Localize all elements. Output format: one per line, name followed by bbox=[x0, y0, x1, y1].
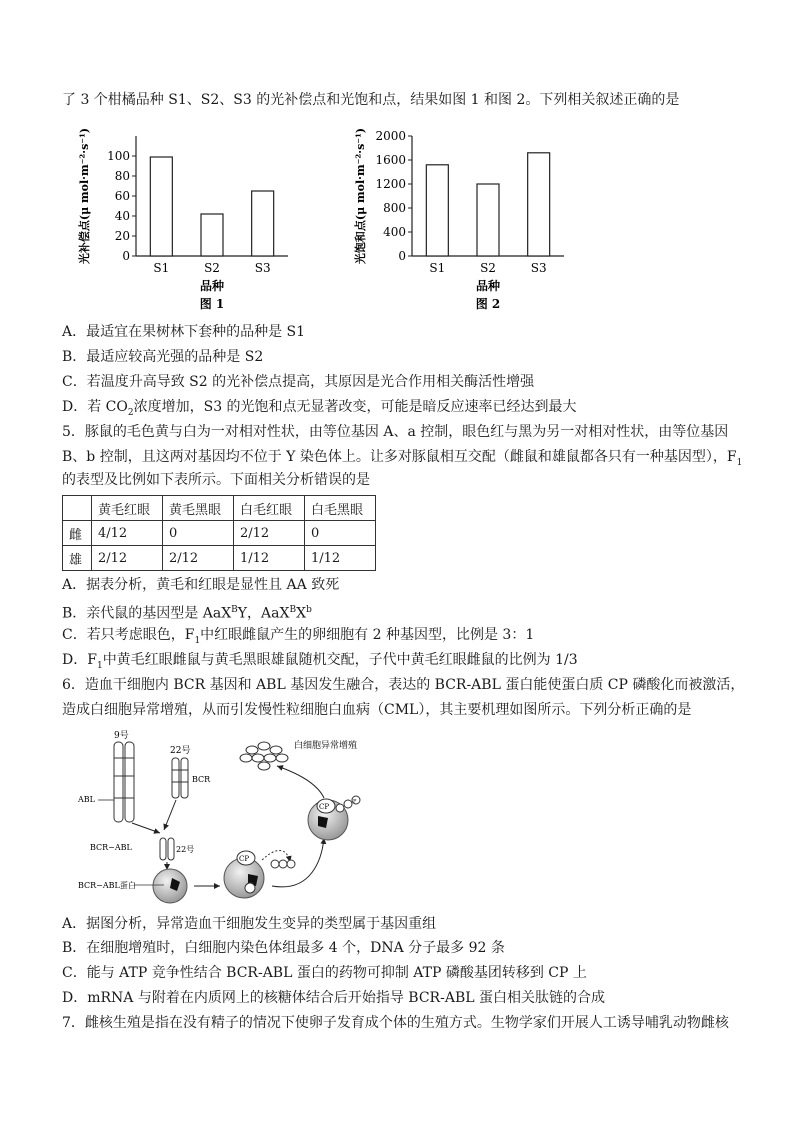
cp-label-1: CP bbox=[239, 855, 250, 863]
q6-option-d: D．mRNA 与附着在内质网上的核糖体结合后开始指导 BCR-ABL 蛋白相关肽链的合成 bbox=[62, 990, 605, 1006]
q4-stem: 了 3 个柑橘品种 S1、S2、S3 的光补偿点和光饱和点，结果如图 1 和图 2。下列相关叙述正确的是 bbox=[62, 92, 680, 108]
table-header-cell: 黄毛黑眼 bbox=[163, 496, 234, 521]
q5-option-d-pre: D．F bbox=[62, 652, 97, 668]
bcr-label: BCR bbox=[192, 775, 211, 784]
protein-label: BCR−ABL蛋白 bbox=[78, 881, 136, 890]
table-cell: 雌 bbox=[63, 521, 92, 546]
table-cell: 2/12 bbox=[92, 546, 163, 571]
y-tick-label: 100 bbox=[107, 149, 130, 163]
cp-label-2: CP bbox=[319, 803, 330, 811]
phosphate-icon bbox=[279, 860, 287, 868]
y-tick-label: 0 bbox=[398, 249, 406, 263]
q5-option-b-pre: B．亲代鼠的基因型是 AaX bbox=[62, 605, 232, 622]
table-cell: 0 bbox=[305, 521, 376, 546]
q5-stem-line2 bbox=[62, 447, 742, 473]
cell-icon bbox=[153, 869, 187, 903]
q6-option-b: B．在细胞增殖时，白细胞内染色体组最多 4 个，DNA 分子最多 92 条 bbox=[62, 940, 505, 956]
q5-option-b-sup3: b bbox=[306, 605, 312, 615]
q5-option-d bbox=[62, 650, 578, 676]
y-tick-label: 1200 bbox=[375, 177, 406, 191]
y-tick-label: 0 bbox=[122, 249, 130, 263]
q5-option-b-sup1: B bbox=[231, 605, 238, 615]
phosphate-icon bbox=[336, 804, 344, 812]
q5-option-b-sup2: B bbox=[289, 605, 297, 615]
q5-option-a: A．据表分析，黄毛和红眼是显性且 AA 致死 bbox=[62, 577, 340, 593]
q4-option-a: A．最适宜在果树林下套种的品种是 S1 bbox=[62, 324, 306, 340]
y-tick-label: 20 bbox=[114, 229, 130, 243]
y-tick-label: 1600 bbox=[375, 153, 406, 167]
fused-chromosome-icon bbox=[160, 838, 174, 860]
x-tick-label: S1 bbox=[153, 261, 170, 275]
chr22b-label: 22号 bbox=[176, 845, 195, 854]
x-tick-label: S3 bbox=[254, 261, 271, 275]
x-tick-label: S2 bbox=[480, 261, 496, 275]
q5-option-c-sub: 1 bbox=[194, 635, 201, 646]
x-tick-label: S1 bbox=[429, 261, 446, 275]
x-tick-label: S3 bbox=[530, 261, 547, 275]
q6-stem-line1: 6．造血干细胞内 BCR 基因和 ABL 基因发生融合，表达的 BCR-ABL 蛋白能使蛋白质 CP 磷酸化而被激活， bbox=[62, 677, 745, 693]
q6-option-a: A．据图分析，异常造血干细胞发生变异的类型属于基因重组 bbox=[62, 916, 437, 932]
chart-title: 图 1 bbox=[199, 297, 225, 311]
table-row bbox=[63, 546, 376, 571]
chart-title: 图 2 bbox=[475, 297, 501, 311]
q5-option-b-mid2: X bbox=[296, 605, 307, 622]
q6-option-c: C．能与 ATP 竞争性结合 BCR-ABL 蛋白的药物可抑制 ATP 磷酸基团转移到 CP 上 bbox=[62, 965, 587, 981]
table-cell: 1/12 bbox=[234, 546, 305, 571]
table-row bbox=[63, 521, 376, 546]
chart-fig1 bbox=[72, 118, 302, 318]
y-tick-label: 40 bbox=[114, 209, 130, 223]
bar bbox=[528, 153, 550, 256]
table-header-cell bbox=[63, 496, 92, 521]
table-cell: 0 bbox=[163, 521, 234, 546]
q7-stem-line1: 7．雌核生殖是指在没有精子的情况下使卵子发育成个体的生殖方式。生物学家们开展人工诱导哺乳动物雌核 bbox=[62, 1015, 729, 1031]
x-axis-label: 品种 bbox=[199, 279, 225, 293]
q4-option-d-post: 浓度增加，S3 的光饱和点无显著改变，可能是暗反应速率已经达到最大 bbox=[133, 399, 577, 415]
y-axis-label: 光饱和点(μ mol·m⁻²·s⁻¹) bbox=[354, 127, 367, 265]
q4-option-b: B．最适应较高光强的品种是 S2 bbox=[62, 349, 264, 365]
q5-option-b bbox=[62, 600, 312, 624]
q5-option-c-pre: C．若只考虑眼色，F bbox=[62, 627, 195, 643]
chr22-label: 22号 bbox=[170, 746, 191, 756]
table-cell: 4/12 bbox=[92, 521, 163, 546]
y-tick-label: 800 bbox=[383, 201, 406, 215]
chromosome-9-icon bbox=[114, 742, 134, 822]
proliferation-label: 白细胞异常增殖 bbox=[294, 741, 358, 751]
table-header-cell: 白毛红眼 bbox=[234, 496, 305, 521]
phosphate-icon bbox=[287, 860, 295, 868]
bar bbox=[201, 214, 223, 256]
cml-mechanism-figure bbox=[72, 728, 402, 908]
phosphate-label: P bbox=[353, 798, 357, 805]
q5-stem-line1: 5．豚鼠的毛色黄与白为一对相对性状，由等位基因 A、a 控制，眼色红与黑为另一对相对性状，由等位基因 bbox=[62, 424, 729, 440]
abl-label: ABL bbox=[78, 795, 95, 804]
q4-option-d-sub: 2 bbox=[127, 407, 134, 418]
q5-stem-line2-pre: B、b 控制，且这两对基因均不位于 Y 染色体上。让多对豚鼠相互交配（雌鼠和雄鼠都各只有一种基因型），F bbox=[62, 449, 737, 465]
fusion-gene-label: BCR−ABL bbox=[90, 843, 132, 852]
y-tick-label: 400 bbox=[383, 225, 406, 239]
proliferating-cells-icon bbox=[240, 742, 288, 770]
q5-option-d-sub: 1 bbox=[96, 660, 103, 671]
x-tick-label: S2 bbox=[204, 261, 220, 275]
chromosome-22-icon bbox=[172, 758, 188, 798]
chart-fig2 bbox=[348, 118, 578, 318]
y-tick-label: 60 bbox=[114, 189, 130, 203]
y-axis-label: 光补偿点(μ mol·m⁻²·s⁻¹) bbox=[78, 127, 91, 265]
y-tick-label: 80 bbox=[114, 169, 130, 183]
q4-option-d-pre: D．若 CO bbox=[62, 399, 128, 415]
q5-table bbox=[62, 495, 376, 571]
q6-stem-line2: 造成白细胞异常增殖，从而引发慢性粒细胞白血病（CML），其主要机理如图所示。下列分析正确的是 bbox=[62, 702, 692, 718]
q5-option-c-post: 中红眼雌鼠产生的卵细胞有 2 种基因型，比例是 3：1 bbox=[200, 627, 535, 643]
q5-option-d-post: 中黄毛红眼雌鼠与黄毛黑眼雄鼠随机交配，子代中黄毛红眼雌鼠的比例为 1/3 bbox=[102, 652, 578, 668]
q5-option-b-mid: Y，AaX bbox=[237, 605, 290, 622]
table-header-cell: 黄毛红眼 bbox=[92, 496, 163, 521]
bar bbox=[426, 165, 448, 256]
q4-option-d bbox=[62, 397, 577, 423]
q5-option-c bbox=[62, 625, 534, 651]
phosphate-icon bbox=[271, 860, 279, 868]
bar bbox=[477, 184, 499, 256]
table-cell: 2/12 bbox=[234, 521, 305, 546]
x-axis-label: 品种 bbox=[475, 279, 501, 293]
q4-option-c: C．若温度升高导致 S2 的光补偿点提高，其原因是光合作用相关酶活性增强 bbox=[62, 374, 535, 390]
q5-stem-line3: 的表型及比例如下表所示。下面相关分析错误的是 bbox=[62, 472, 370, 488]
table-cell: 2/12 bbox=[163, 546, 234, 571]
q5-stem-line2-sub: 1 bbox=[736, 457, 743, 468]
phosphate-icon bbox=[344, 800, 352, 808]
bar bbox=[252, 191, 274, 256]
table-header-row bbox=[63, 496, 376, 521]
table-header-cell: 白毛黑眼 bbox=[305, 496, 376, 521]
table-cell: 雄 bbox=[63, 546, 92, 571]
table-cell: 1/12 bbox=[305, 546, 376, 571]
y-tick-label: 2000 bbox=[375, 129, 406, 143]
chr9-label: 9号 bbox=[114, 731, 129, 741]
bar bbox=[150, 157, 172, 256]
